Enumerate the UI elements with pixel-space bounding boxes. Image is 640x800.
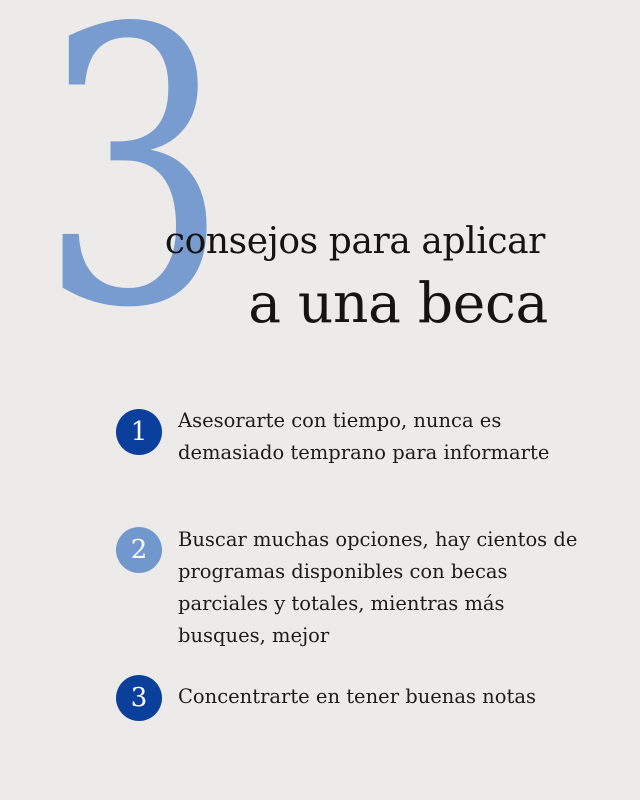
title-line-1: consejos para aplicar bbox=[164, 221, 545, 262]
tip-2-text: Buscar muchas opciones, hay cientos de programas disponibles con becas parciales y totales, mientras más busques, mejor bbox=[178, 528, 578, 647]
big-number-three: 3 bbox=[40, 0, 224, 391]
tip-3-text: Concentrarte en tener buenas notas bbox=[178, 685, 536, 708]
tip-1-number-badge: 1 bbox=[116, 409, 162, 455]
tip-1-text: Asesorarte con tiempo, nunca es demasiado temprano para informarte bbox=[178, 409, 550, 464]
tip-2-number-badge: 2 bbox=[116, 527, 162, 573]
tip-3-number-badge: 3 bbox=[116, 675, 162, 721]
title-line-2: a una beca bbox=[248, 271, 548, 335]
